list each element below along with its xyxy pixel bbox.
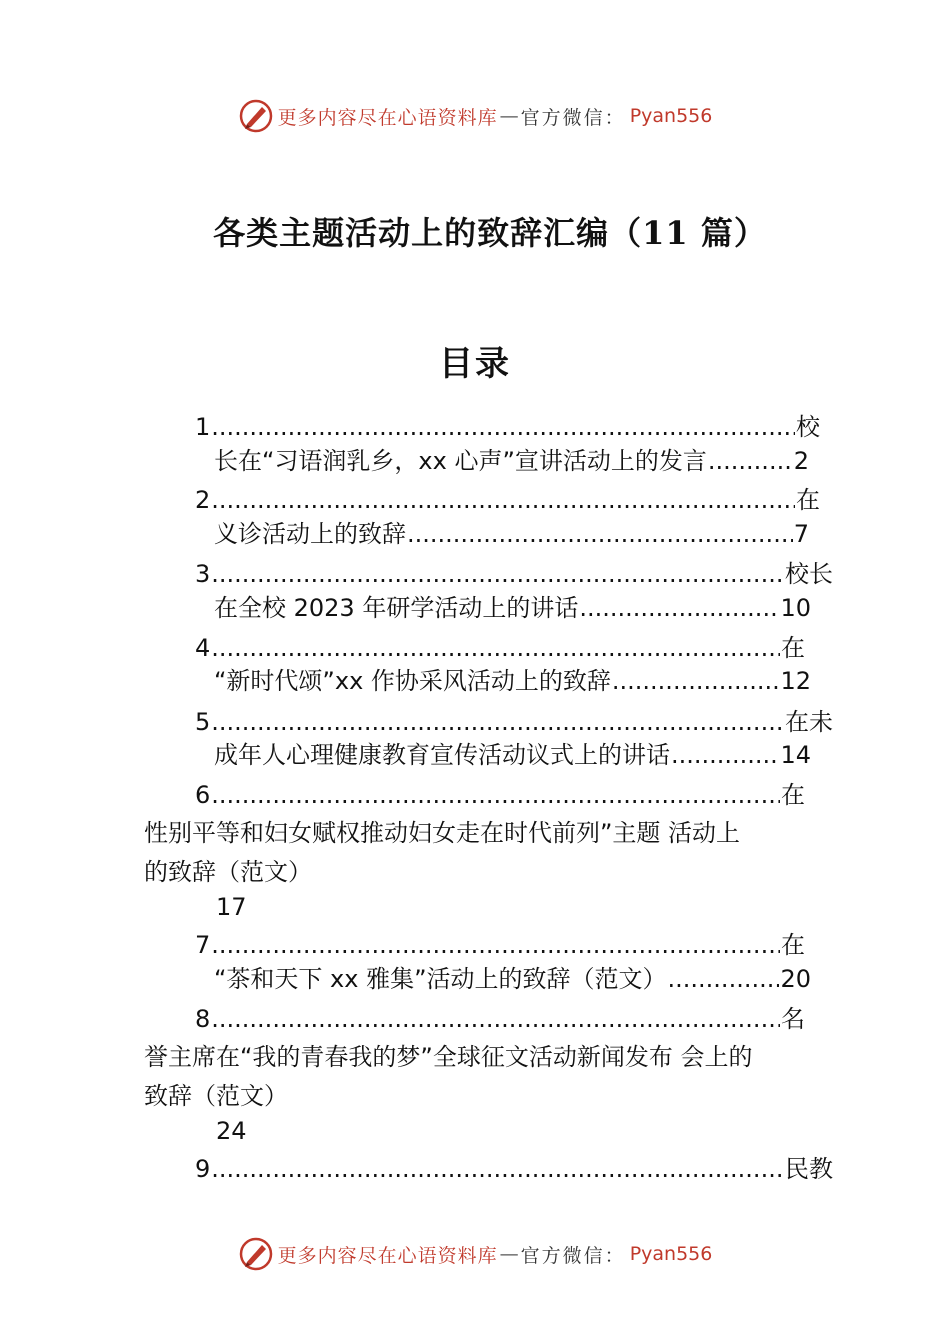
toc-entry-2[interactable] (195, 483, 820, 517)
toc-entry-number: 2 (195, 486, 211, 514)
toc-entry-3[interactable] (195, 557, 833, 591)
footer-banner (0, 1234, 950, 1274)
banner-text: 更多内容尽在心语资料库 (277, 106, 498, 129)
dot-leader (211, 1002, 780, 1036)
dot-leader (671, 738, 779, 772)
toc-entry-page: 10 (780, 594, 811, 622)
toc-entry-page: 20 (780, 965, 811, 993)
toc-entry-4[interactable] (195, 631, 805, 665)
toc-entry-title-start: 校长 (785, 560, 833, 588)
dot-leader (211, 928, 780, 962)
dot-leader (211, 631, 780, 665)
toc-entry-title-start: 在 (781, 634, 805, 662)
header-banner (0, 96, 950, 136)
toc-entry-number: 1 (195, 413, 211, 441)
toc-entry-6-wrap-1: 性别平等和妇女赋权推动妇女走在时代前列”主题 活动上 (144, 819, 741, 847)
toc-entry-title-start: 名 (781, 1005, 805, 1033)
toc-entry-8-wrap-2: 致辞（范文） (144, 1082, 288, 1110)
toc-entry-title: “新时代颂”xx 作协采风活动上的致辞 (214, 667, 611, 695)
toc-entry-title-start: 在 (796, 486, 820, 514)
toc-entry-6[interactable] (195, 778, 805, 812)
banner-separator: — (499, 1243, 519, 1265)
dot-leader (708, 444, 793, 478)
dot-leader (211, 557, 784, 591)
banner-text: 更多内容尽在心语资料库 (277, 1244, 498, 1267)
dot-leader (612, 664, 780, 698)
banner-separator: — (499, 105, 519, 127)
toc-entry-2-continued[interactable] (214, 517, 809, 551)
dot-leader (579, 591, 779, 625)
toc-entry-title: 在全校 2023 年研学活动上的讲话 (214, 594, 579, 622)
dot-leader (211, 778, 780, 812)
toc-entry-number: 9 (195, 1155, 211, 1183)
toc-entry-page: 17 (216, 893, 247, 921)
toc-entry-5[interactable] (195, 705, 833, 739)
toc-entry-7[interactable] (195, 928, 805, 962)
toc-entry-number: 7 (195, 931, 211, 959)
toc-entry-number: 3 (195, 560, 211, 588)
dot-leader (211, 705, 784, 739)
toc-entry-number: 5 (195, 708, 211, 736)
toc-entry-title-start: 校 (796, 413, 820, 441)
toc-entry-title: 长在“习语润乳乡，xx 心声”宣讲活动上的发言 (214, 447, 707, 475)
banner-wechat-id: Pyan556 (629, 1243, 713, 1265)
toc-entry-1-continued[interactable] (214, 444, 809, 478)
toc-entry-7-continued[interactable] (214, 962, 811, 996)
toc-entry-5-continued[interactable] (214, 738, 811, 772)
toc-entry-4-continued[interactable] (214, 664, 811, 698)
toc-entry-9[interactable] (195, 1152, 833, 1186)
dot-leader (668, 962, 780, 996)
toc-entry-page: 14 (780, 741, 811, 769)
toc-entry-page: 7 (793, 520, 809, 548)
toc-entry-title: 成年人心理健康教育宣传活动议式上的讲话 (214, 741, 670, 769)
dot-leader (211, 410, 795, 444)
toc-entry-title-start: 民教 (785, 1155, 833, 1183)
toc-entry-title-start: 在未 (785, 708, 833, 736)
toc-entry-3-continued[interactable] (214, 591, 811, 625)
toc-entry-number: 8 (195, 1005, 211, 1033)
dot-leader (407, 517, 793, 551)
toc-entry-1[interactable] (195, 410, 820, 444)
toc-entry-page: 2 (793, 447, 809, 475)
toc-entry-title: “茶和天下 xx 雅集”活动上的致辞（范文） (214, 965, 667, 993)
toc-entry-8-wrap-1: 誉主席在“我的青春我的梦”全球征文活动新闻发布 会上的 (144, 1043, 753, 1071)
pen-logo-icon (238, 98, 274, 134)
toc-heading: 目录 (439, 344, 511, 384)
toc-entry-title-start: 在 (781, 781, 805, 809)
banner-label: 官方微信： (520, 106, 626, 129)
dot-leader (211, 483, 795, 517)
dot-leader (211, 1152, 784, 1186)
banner-label: 官方微信： (520, 1244, 626, 1267)
toc-entry-6-wrap-2: 的致辞（范文） (144, 858, 312, 886)
toc-entry-8[interactable] (195, 1002, 805, 1036)
toc-entry-page: 24 (216, 1117, 247, 1145)
document-title: 各类主题活动上的致辞汇编（11 篇） (213, 214, 767, 252)
toc-entry-number: 6 (195, 781, 211, 809)
banner-wechat-id: Pyan556 (629, 105, 713, 127)
toc-entry-page: 12 (780, 667, 811, 695)
pen-logo-icon (238, 1236, 274, 1272)
toc-entry-title-start: 在 (781, 931, 805, 959)
toc-entry-title: 义诊活动上的致辞 (214, 520, 406, 548)
toc-entry-number: 4 (195, 634, 211, 662)
